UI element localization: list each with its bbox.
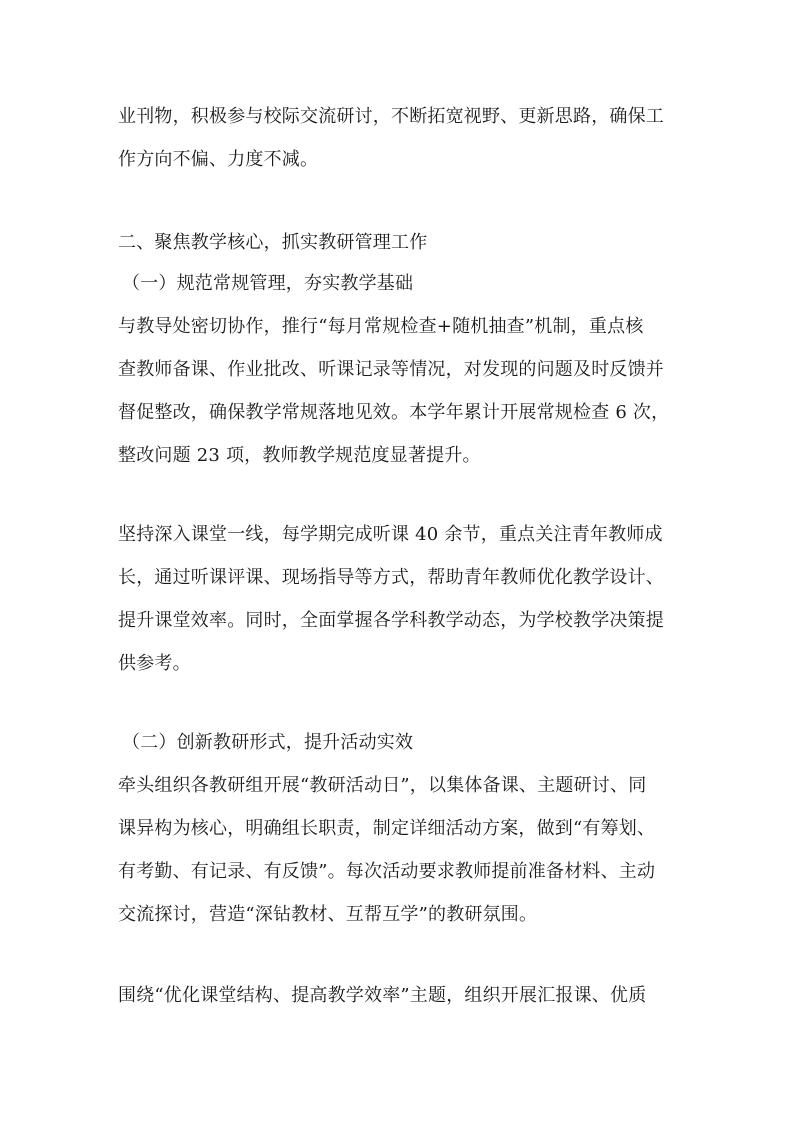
paragraph-line: 供参考。 bbox=[118, 653, 191, 674]
paragraph-line: 提升课堂效率。同时，全面掌握各学科教学动态，为学校教学决策提 bbox=[118, 610, 664, 631]
paragraph-line: 业刊物，积极参与校际交流研讨，不断拓宽视野、更新思路，确保工 bbox=[118, 106, 664, 127]
subsection-heading: （二）创新教研形式，提升活动实效 bbox=[122, 732, 414, 753]
paragraph-line: 交流探讨，营造“深钻教材、互帮互学”的教研氛围。 bbox=[118, 904, 538, 925]
paragraph-line: 与教导处密切协作，推行“每月常规检查+随机抽查”机制，重点核 bbox=[118, 316, 644, 337]
paragraph-line: 督促整改，确保教学常规落地见效。本学年累计开展常规检查 6 次， bbox=[118, 402, 670, 423]
paragraph-line: 长，通过听课评课、现场指导等方式，帮助青年教师优化教学设计、 bbox=[118, 567, 664, 588]
paragraph-line: 课异构为核心，明确组长职责，制定详细活动方案，做到“有筹划、 bbox=[118, 818, 656, 839]
paragraph-line: 牵头组织各教研组开展“教研活动日”，以集体备课、主题研讨、同 bbox=[118, 775, 647, 796]
paragraph-line: 围绕“优化课堂结构、提高教学效率”主题，组织开展汇报课、优质 bbox=[118, 985, 647, 1006]
section-heading: 二、聚焦教学核心，抓实教研管理工作 bbox=[118, 232, 428, 253]
paragraph-line: 坚持深入课堂一线，每学期完成听课 40 余节，重点关注青年教师成 bbox=[118, 524, 663, 545]
paragraph-line: 有考勤、有记录、有反馈”。每次活动要求教师提前准备材料、主动 bbox=[118, 861, 656, 882]
subsection-heading: （一）规范常规管理，夯实教学基础 bbox=[122, 273, 414, 294]
paragraph-line: 作方向不偏、力度不减。 bbox=[118, 149, 319, 170]
paragraph-line: 整改问题 23 项，教师教学规范度显著提升。 bbox=[118, 445, 481, 466]
paragraph-line: 查教师备课、作业批改、听课记录等情况，对发现的问题及时反馈并 bbox=[118, 359, 664, 380]
